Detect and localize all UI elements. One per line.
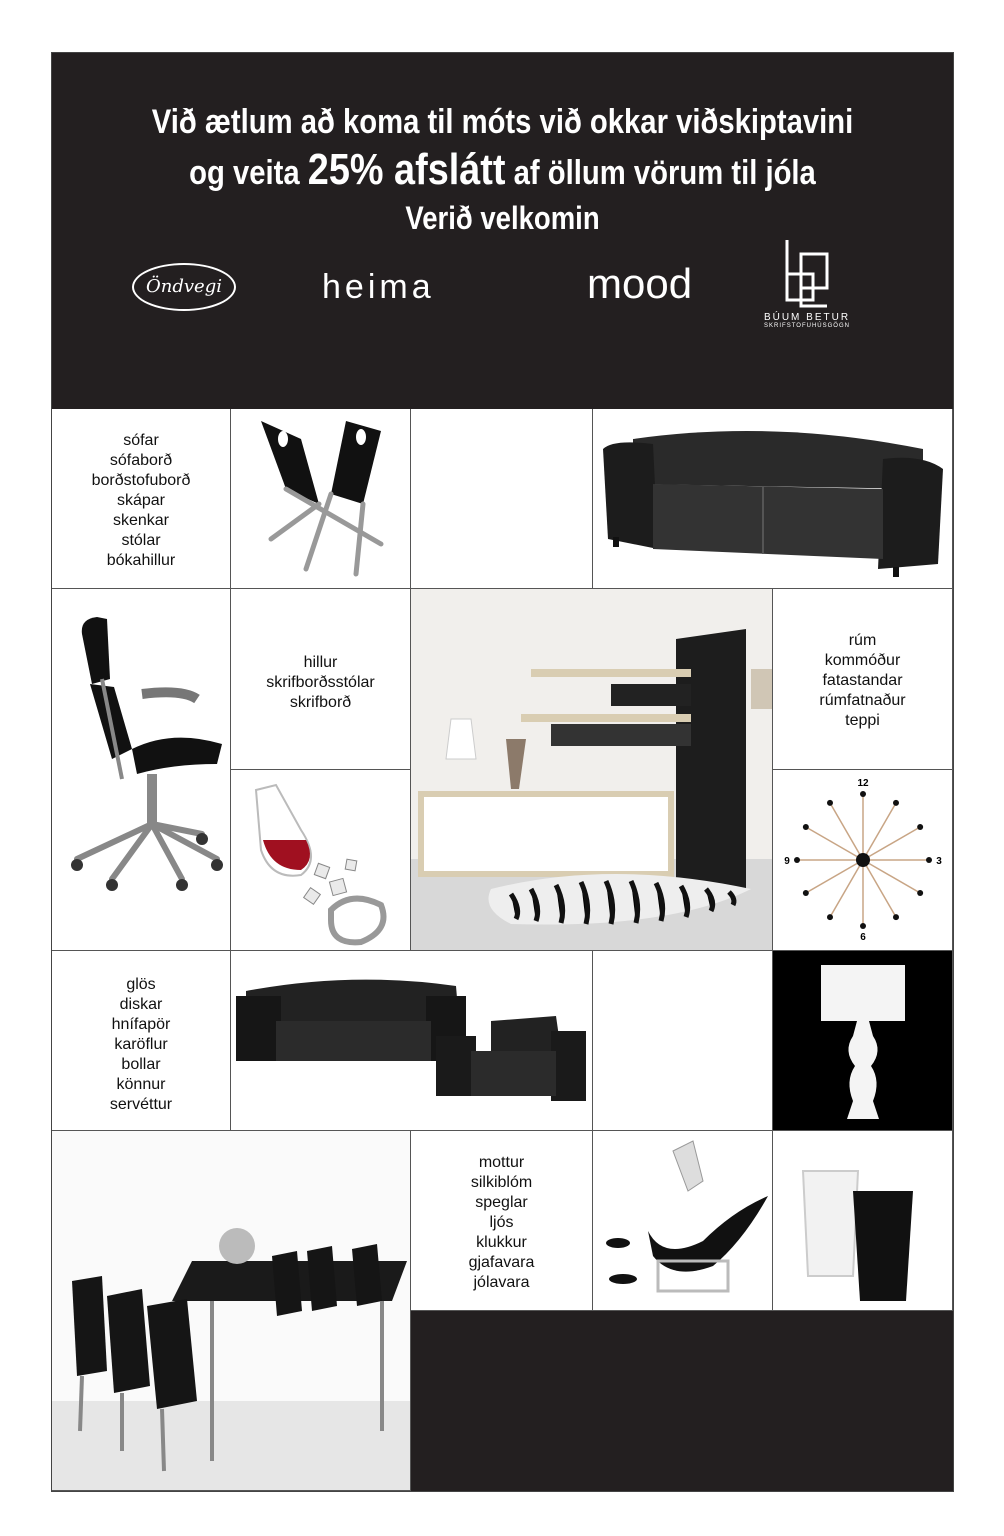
list-item: skrifborðsstólar [266,674,375,691]
headline-line-1: Við ætlum að koma til móts við okkar viðskiptavini [151,103,854,141]
clock-spoke-dot [893,914,899,920]
cell-wall-clock [773,770,953,951]
list-item: kommóður [824,652,901,669]
buum-betur-mark-icon [777,238,837,308]
list-item: mottur [478,1154,525,1171]
list-item: silkiblóm [470,1174,533,1191]
cell-rum-list [773,589,953,770]
cell-sofa-set [231,951,593,1131]
clock-numeral-9: 9 [784,856,790,867]
list-item: gjafavara [468,1254,535,1271]
list-item: skenkar [112,512,170,529]
list-item: rúm [848,632,877,649]
buum-betur-name: BÚUM BETUR [763,312,851,323]
list-item: hnífapör [111,1016,171,1033]
clock-spoke [806,860,863,893]
cell-living-room [411,589,773,951]
clock-spoke [863,860,920,893]
clock-numeral-3: 3 [936,856,942,867]
buum-betur-tagline: SKRIFSTOFUHÚSGÖGN [764,323,850,329]
list-item: skápar [116,492,166,509]
list-item: sófar [123,432,159,449]
clock-spoke-dot [917,824,923,830]
cell-magazine-rack [231,409,411,589]
discount-text: 25% afslátt [307,145,506,194]
list-item: glös [126,976,156,993]
headline-welcome: Verið velkomin [405,200,600,236]
living-room-icon [411,589,773,951]
list-item: bollar [121,1056,161,1073]
list-item: stólar [121,532,161,549]
wall-clock-icon [773,770,953,951]
clock-spoke-dot [860,923,866,929]
cell-dining-set [52,1131,411,1491]
list-item: rúmfatnaður [819,692,906,709]
product-list-mottur [411,1153,592,1293]
cell-sofar-list [52,409,231,589]
cell-mottur-list [411,1131,593,1311]
cell-glos-list [52,951,231,1131]
clock-spoke-dot [917,890,923,896]
clock-spoke-dot [794,857,800,863]
table-lamp-icon [773,951,953,1131]
wine-decanter-icon [231,770,411,951]
lounge-chair-icon [593,1131,773,1311]
cell-leather-sofa [593,409,953,589]
sofa-set-icon [231,951,593,1131]
list-item: klukkur [476,1234,527,1251]
clock-spoke-dot [827,800,833,806]
clock-spoke-dot [803,890,809,896]
heima-logo: heima [322,268,435,306]
headline-line-2 [115,145,890,195]
list-item: könnur [116,1076,166,1093]
magazine-rack-icon [231,409,411,589]
cell-drinking-glasses [773,1131,953,1311]
footer-black-panel [411,1311,953,1491]
cell-empty [593,951,773,1131]
office-chair-icon [52,589,231,951]
clock-spoke-dot [827,914,833,920]
clock-spoke [863,827,920,860]
clock-spoke [830,803,863,860]
list-item: borðstofuborð [91,472,191,489]
drinking-glasses-icon [773,1131,953,1311]
clock-spoke-dot [803,824,809,830]
clock-spoke [863,860,896,917]
list-item: bókahillur [106,552,176,569]
mood-logo: mood [587,260,693,307]
list-item: teppi [845,712,880,729]
list-item: speglar [475,1194,528,1211]
list-item: jólavara [473,1274,530,1291]
list-item: fatastandar [822,672,903,689]
cell-hillur-list [231,589,411,770]
advertisement [51,52,954,1492]
product-list-sofar [52,431,230,571]
clock-spoke [806,827,863,860]
list-item: servéttur [109,1096,173,1113]
product-list-rum [773,631,952,731]
dining-set-icon [52,1131,411,1491]
clock-numeral-12: 12 [857,778,869,789]
leather-sofa-icon [593,409,953,589]
headline-line-2-post: af öllum vörum til jóla [513,154,816,192]
cell-lounge-chair [593,1131,773,1311]
cell-wine-decanter [231,770,411,951]
list-item: diskar [119,996,163,1013]
headline-line-2-pre: og veita [189,154,300,192]
buum-betur-logo [752,238,862,329]
list-item: skrifborð [289,694,352,711]
list-item: hillur [303,654,338,671]
list-item: sófaborð [109,452,173,469]
clock-numeral-6: 6 [860,932,866,943]
product-list-glos [52,975,230,1115]
clock-spoke [830,860,863,917]
clock-spoke [863,803,896,860]
cell-table-lamp [773,951,953,1131]
cell-empty [411,409,593,589]
header-banner [52,53,953,409]
clock-spoke-dot [860,791,866,797]
ondvegi-logo: Öndvegi [132,263,236,311]
clock-spoke-dot [926,857,932,863]
product-list-hillur [231,653,410,713]
list-item: karöflur [114,1036,168,1053]
list-item: ljós [489,1214,514,1231]
clock-spoke-dot [893,800,899,806]
cell-office-chair [52,589,231,951]
